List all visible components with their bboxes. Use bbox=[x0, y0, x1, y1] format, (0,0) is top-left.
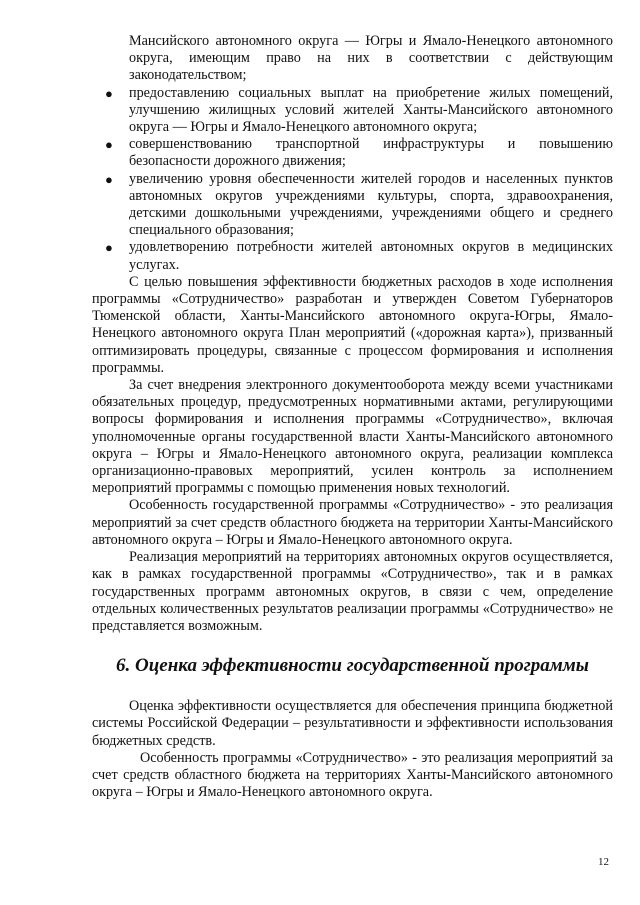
body-paragraph: Особенность государственной программы «Сотрудничество» - это реализация мероприятий за счет средств областного бюджета на территории Ханты-Мансийского автономного округа – Югры и Ямало-Ненецкого автономного округа. bbox=[92, 497, 613, 548]
bullet-icon: ● bbox=[105, 137, 113, 153]
page-number: 12 bbox=[598, 856, 609, 868]
list-item bbox=[92, 171, 613, 240]
bullet-icon: ● bbox=[105, 171, 113, 187]
list-item-text: предоставлению социальных выплат на приобретение жилых помещений, улучшению жилищных условий жителей Ханты-Мансийского автономного округа — Югры и Ямало-Ненецкого автономного округа; bbox=[129, 84, 613, 136]
document-page bbox=[92, 33, 613, 801]
section-heading: 6. Оценка эффективности государственной программы bbox=[116, 655, 589, 677]
list-item-text: увеличению уровня обеспеченности жителей городов и населенных пунктов автономных округов учреждениями культуры, спорта, здравоохранения, детскими дошкольными учреждениями, учреждениями общего и среднего специального образования; bbox=[129, 170, 613, 239]
body-paragraph: За счет внедрения электронного документооборота между всеми участниками обязательных процедур, предусмотренных нормативными актами, регулирующими вопросы формирования и исполнения программы «Сотрудничество», включая уполномоченные органы государственной власти Ханты-Мансийского автономного округа – Югры и Ямало-Ненецкого автономного округа, реализации комплекса организационно-правовых мероприятий, усилен контроль за исполнением мероприятий программы с помощью применения новых технологий. bbox=[92, 377, 613, 497]
bullet-icon: ● bbox=[105, 240, 113, 256]
section-paragraph: Особенность программы «Сотрудничество» - это реализация мероприятий за счет средств областного бюджета на территориях Ханты-Мансийского автономного округа – Югры и Ямало-Ненецкого автономного округа. bbox=[92, 749, 613, 801]
list-item-text: совершенствованию транспортной инфраструктуры и повышению безопасности дорожного движения; bbox=[129, 136, 613, 170]
continuation-paragraph: Мансийского автономного округа — Югры и Ямало-Ненецкого автономного округа, имеющим право на них в соответствии с действующим законодательством; bbox=[129, 33, 613, 84]
body-paragraph: С целью повышения эффективности бюджетных расходов в ходе исполнения программы «Сотрудничество» разработан и утвержден Советом Губернаторов Тюменской области, Ханты-Мансийского автономного округа-Югры, Ямало-Ненецкого автономного округа План мероприятий («дорожная карта»), призванный оптимизировать процедуры, связанные с процессом формирования и исполнения программы. bbox=[92, 273, 613, 376]
bullet-list bbox=[92, 85, 613, 274]
list-item bbox=[92, 136, 613, 170]
section-paragraph: Оценка эффективности осуществляется для обеспечения принципа бюджетной системы Российской Федерации – результативности и эффективности использования бюджетных средств. bbox=[92, 698, 613, 749]
body-paragraph: Реализация мероприятий на территориях автономных округов осуществляется, как в рамках государственной программы «Сотрудничество», так и в рамках государственных программ автономных округов, в связи с чем, определение отдельных количественных результатов реализации программы «Сотрудничество» не представляется возможным. bbox=[92, 549, 613, 634]
list-item bbox=[92, 85, 613, 137]
bullet-icon: ● bbox=[105, 85, 113, 101]
list-item bbox=[92, 239, 613, 273]
list-item-text: удовлетворению потребности жителей автономных округов в медицинских услугах. bbox=[129, 239, 613, 273]
